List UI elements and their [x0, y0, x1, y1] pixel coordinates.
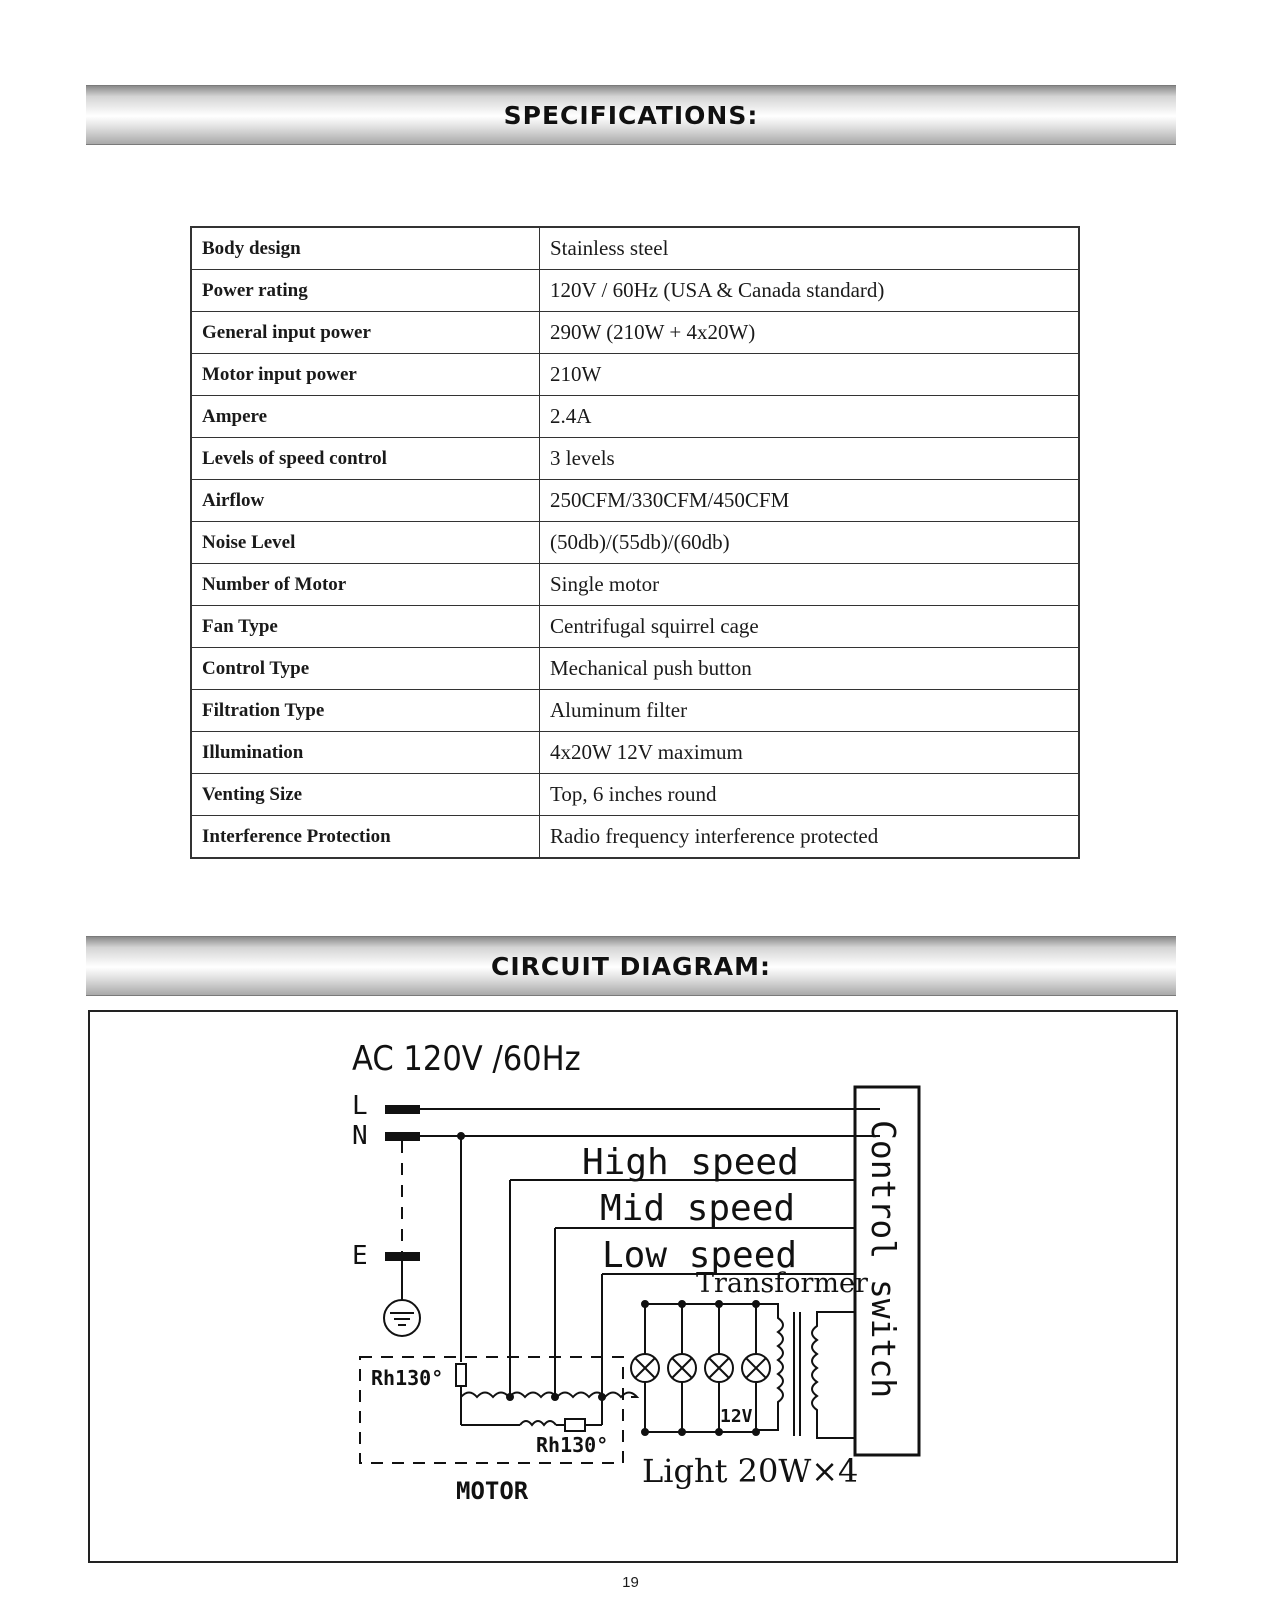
- spec-value: Mechanical push button: [540, 648, 1080, 690]
- spec-row: [191, 774, 1079, 816]
- spec-row: [191, 270, 1079, 312]
- spec-label: Motor input power: [191, 354, 540, 396]
- spec-row: [191, 227, 1079, 270]
- spec-row: [191, 312, 1079, 354]
- circuit-diagram-banner: [86, 936, 1176, 996]
- spec-row: [191, 438, 1079, 480]
- spec-label: Ampere: [191, 396, 540, 438]
- spec-label: Illumination: [191, 732, 540, 774]
- spec-row: [191, 354, 1079, 396]
- spec-label: Control Type: [191, 648, 540, 690]
- transformer-label: Transformer: [696, 1268, 868, 1299]
- spec-label: Power rating: [191, 270, 540, 312]
- light-bulb-icon: [631, 1354, 659, 1382]
- auxiliary-winding: [520, 1421, 556, 1425]
- twelve-volt-label: 12V: [720, 1406, 753, 1427]
- ground-icon: [384, 1300, 420, 1336]
- thermal-protector-left: [456, 1364, 466, 1386]
- spec-row: [191, 564, 1079, 606]
- spec-label: Number of Motor: [191, 564, 540, 606]
- thermal-protector-label-left: Rh130°: [371, 1366, 444, 1390]
- neutral-terminal: [385, 1132, 420, 1141]
- spec-value: Single motor: [540, 564, 1080, 606]
- spec-value: (50db)/(55db)/(60db): [540, 522, 1080, 564]
- circuit-diagram: [90, 1012, 1180, 1565]
- spec-value: Centrifugal squirrel cage: [540, 606, 1080, 648]
- specifications-banner: [86, 85, 1176, 145]
- spec-value: Radio frequency interference protected: [540, 816, 1080, 859]
- light-bulb-icon: [705, 1354, 733, 1382]
- spec-value: 290W (210W + 4x20W): [540, 312, 1080, 354]
- light-label: Light 20W×4: [642, 1452, 859, 1490]
- control-switch-label: Control switch: [864, 1120, 903, 1399]
- spec-row: [191, 816, 1079, 859]
- motor-label: MOTOR: [456, 1477, 529, 1505]
- spec-label: General input power: [191, 312, 540, 354]
- spec-value: Aluminum filter: [540, 690, 1080, 732]
- mid-speed-label: Mid speed: [600, 1188, 796, 1229]
- spec-label: Body design: [191, 227, 540, 270]
- spec-label: Filtration Type: [191, 690, 540, 732]
- earth-terminal-label: E: [352, 1241, 368, 1271]
- spec-row: [191, 396, 1079, 438]
- spec-value: Top, 6 inches round: [540, 774, 1080, 816]
- earth-terminal: [385, 1252, 420, 1261]
- circuit-diagram-title: CIRCUIT DIAGRAM:: [490, 951, 771, 981]
- thermal-protector-label-right: Rh130°: [536, 1433, 609, 1457]
- high-speed-label: High speed: [582, 1142, 799, 1183]
- specifications-table: [190, 226, 1080, 859]
- light-bulb-icon: [668, 1354, 696, 1382]
- spec-label: Fan Type: [191, 606, 540, 648]
- spec-row: [191, 606, 1079, 648]
- spec-row: [191, 522, 1079, 564]
- light-bulb-icon: [742, 1354, 770, 1382]
- spec-value: Stainless steel: [540, 227, 1080, 270]
- spec-label: Airflow: [191, 480, 540, 522]
- page-number: 19: [622, 1574, 639, 1591]
- neutral-terminal-label: N: [352, 1121, 368, 1151]
- circuit-diagram-frame: [88, 1010, 1178, 1563]
- spec-row: [191, 690, 1079, 732]
- spec-label: Noise Level: [191, 522, 540, 564]
- spec-value: 120V / 60Hz (USA & Canada standard): [540, 270, 1080, 312]
- motor-winding: [461, 1393, 637, 1398]
- spec-value: 250CFM/330CFM/450CFM: [540, 480, 1080, 522]
- specifications-title: SPECIFICATIONS:: [503, 100, 759, 130]
- spec-label: Levels of speed control: [191, 438, 540, 480]
- transformer-icon: [756, 1304, 855, 1438]
- low-speed-label: Low speed: [602, 1235, 798, 1276]
- spec-row: [191, 480, 1079, 522]
- spec-row: [191, 732, 1079, 774]
- spec-value: 2.4A: [540, 396, 1080, 438]
- spec-row: [191, 648, 1079, 690]
- spec-label: Venting Size: [191, 774, 540, 816]
- line-terminal: [385, 1105, 420, 1114]
- spec-value: 4x20W 12V maximum: [540, 732, 1080, 774]
- thermal-protector-right: [565, 1419, 585, 1431]
- spec-value: 210W: [540, 354, 1080, 396]
- line-terminal-label: L: [352, 1091, 368, 1121]
- spec-value: 3 levels: [540, 438, 1080, 480]
- supply-label: AC 120V /60Hz: [352, 1039, 581, 1079]
- spec-label: Interference Protection: [191, 816, 540, 859]
